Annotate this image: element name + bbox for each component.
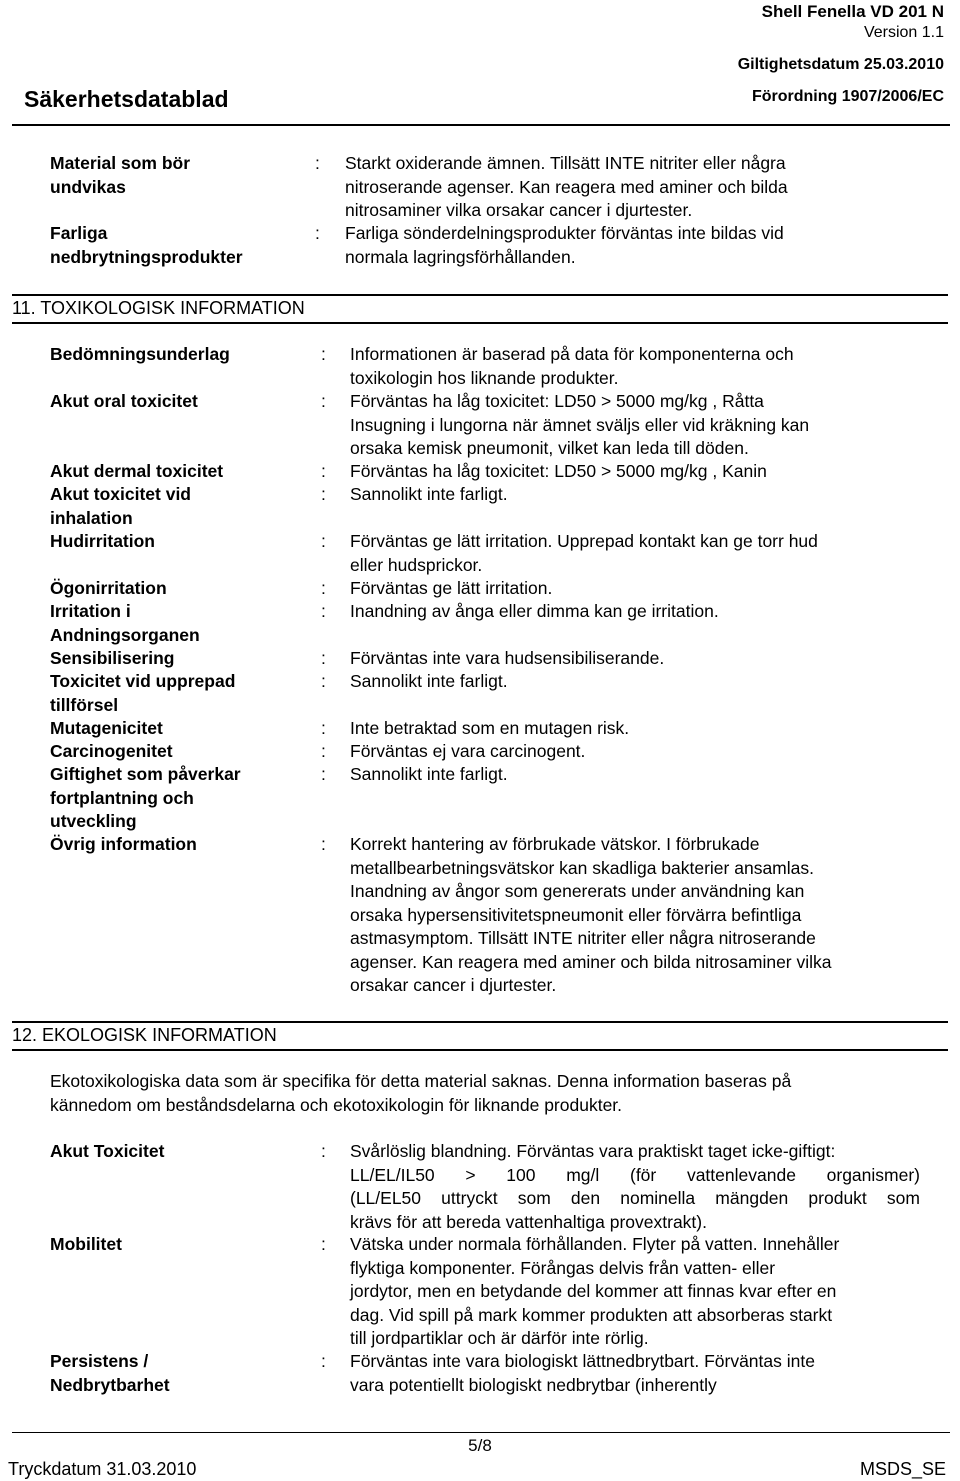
valid-date: Giltighetsdatum 25.03.2010 (737, 56, 944, 73)
regulation-label: Förordning 1907/2006/EC (751, 88, 944, 105)
property-label: Ögonirritation (50, 578, 167, 598)
property-value: Inandning av ånga eller dimma kan ge irritation. (350, 601, 719, 621)
property-value: Inte betraktad som en mutagen risk. (350, 718, 630, 738)
colon: : (321, 1351, 326, 1371)
property-value: Sannolikt inte farligt. (350, 484, 508, 504)
section-heading-11 (12, 294, 948, 324)
colon: : (321, 578, 326, 598)
property-label: Mutagenicitet (50, 718, 163, 738)
property-value: Informationen är baserad på data för komponenterna och toxikologin hos liknande produkter. (350, 344, 794, 388)
colon: : (321, 391, 326, 411)
property-label: Toxicitet vid upprepad tillförsel (50, 671, 236, 715)
print-date: Tryckdatum 31.03.2010 (8, 1459, 197, 1479)
colon: : (321, 648, 326, 668)
colon: : (321, 718, 326, 738)
property-value: Förväntas inte vara biologiskt lättnedbrytbart. Förväntas inte vara potentiellt biologiskt nedbrytbar (inherently (350, 1351, 815, 1395)
property-value: Farliga sönderdelningsprodukter förväntas inte bildas vid normala lagringsförhållanden. (345, 223, 784, 267)
property-label: Akut oral toxicitet (50, 391, 198, 411)
property-value: Förväntas ha låg toxicitet: LD50 > 5000 mg/kg , Råtta Insugning i lungorna när ämnet sväljs eller vid kräkning kan orsaka kemisk pneumonit, vilket kan leda till döden. (350, 391, 810, 458)
header-divider (12, 124, 950, 126)
property-value: Förväntas ej vara carcinogent. (350, 741, 586, 761)
colon: : (321, 741, 326, 761)
colon: : (321, 1234, 326, 1254)
document-title: Säkerhetsdatablad (24, 86, 229, 112)
version-label: Version 1.1 (863, 24, 944, 41)
property-value: Förväntas inte vara hudsensibiliserande. (350, 648, 665, 668)
colon: : (321, 671, 326, 691)
colon: : (321, 1141, 326, 1161)
footer-divider (12, 1432, 950, 1433)
property-label: Irritation i Andningsorganen (50, 601, 200, 645)
property-label: Giftighet som påverkar fortplantning och utveckling (50, 764, 241, 831)
document-id: MSDS_SE (859, 1459, 946, 1479)
property-label: Farliga nedbrytningsprodukter (50, 223, 243, 267)
property-label: Persistens / Nedbrytbarhet (50, 1351, 170, 1395)
property-label: Hudirritation (50, 531, 155, 551)
colon: : (321, 764, 326, 784)
property-value: Sannolikt inte farligt. (350, 671, 508, 691)
colon: : (321, 344, 326, 364)
property-value: Korrekt hantering av förbrukade vätskor. I förbrukade metallbearbetningsvätskor kan skadliga bakterier ansamlas. Inandning av ångor som genererats under användning kan orsaka hypersensitivitetspneumonit eller förvärra befintliga astmasymptom. Tillsätt INTE nitriter eller några nitroserande agenser. Kan reagera med aminer och bilda nitrosaminer vilka orsakar cancer i djurtester. (350, 834, 832, 995)
property-label: Material som bör undvikas (50, 153, 191, 197)
colon: : (321, 834, 326, 854)
section-intro: Ekotoxikologiska data som är specifika för detta material saknas. Denna information baseras på kännedom om beståndsdelarna och ekotoxikologin för liknande produkter. (50, 1071, 792, 1115)
property-value: Vätska under normala förhållanden. Flyter på vatten. Innehåller flyktiga komponenter. Förångas delvis från vatten- eller jordytor, men en betydande del kommer att finnas kvar efter en dag. Vid spill på mark kommer produkten att absorberas starkt till jordpartiklar och är därför inte rörlig. (350, 1234, 840, 1348)
property-label: Akut toxicitet vid inhalation (50, 484, 191, 528)
section-heading-text: 11. TOXIKOLOGISK INFORMATION (12, 298, 305, 318)
property-value: Förväntas ge lätt irritation. Upprepad kontakt kan ge torr hud eller hudsprickor. (350, 531, 818, 575)
property-label: Sensibilisering (50, 648, 175, 668)
colon: : (321, 601, 326, 621)
property-label: Mobilitet (50, 1234, 122, 1254)
property-label: Bedömningsunderlag (50, 344, 230, 364)
colon: : (321, 461, 326, 481)
colon: : (315, 223, 320, 243)
section-heading-text: 12. EKOLOGISK INFORMATION (12, 1025, 277, 1045)
property-label: Akut Toxicitet (50, 1141, 165, 1161)
property-value: Förväntas ha låg toxicitet: LD50 > 5000 mg/kg , Kanin (350, 461, 767, 481)
product-name: Shell Fenella VD 201 N (761, 2, 944, 21)
page-number: 5/8 (468, 1436, 492, 1455)
colon: : (315, 153, 320, 173)
property-label: Carcinogenitet (50, 741, 173, 761)
colon: : (321, 484, 326, 504)
property-value: Starkt oxiderande ämnen. Tillsätt INTE nitriter eller några nitroserande agenser. Kan reagera med aminer och bilda nitrosaminer vilka orsakar cancer i djurtester. (345, 153, 788, 220)
property-value: Sannolikt inte farligt. (350, 764, 508, 784)
colon: : (321, 531, 326, 551)
property-value: Förväntas ge lätt irritation. (350, 578, 553, 598)
property-label: Akut dermal toxicitet (50, 461, 224, 481)
property-value: Svårlöslig blandning. Förväntas vara praktiskt taget icke-giftigt: LL/EL/IL50 > 100 mg/l (för vattenlevande organismer) (LL/EL50 uttryckt som den nominella mängden produkt som krävs för att bereda vattenhaltiga provextrakt). (350, 1141, 920, 1232)
section-heading-12 (12, 1021, 948, 1051)
property-label: Övrig information (50, 834, 197, 854)
